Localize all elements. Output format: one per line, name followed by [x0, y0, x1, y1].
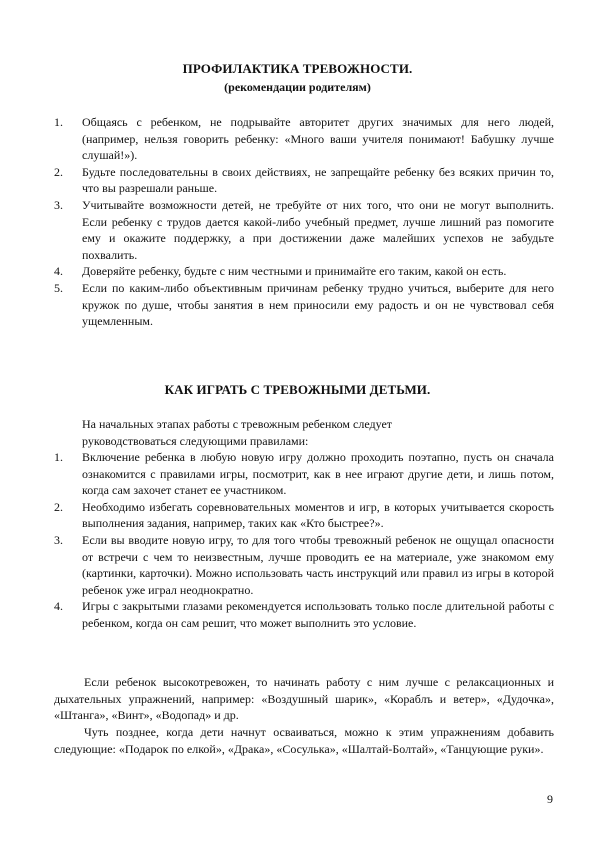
list-item: [54, 532, 554, 598]
list-item: [54, 280, 554, 330]
list-number: 2.: [54, 164, 63, 179]
list-text: Необходимо избегать соревновательных моментов и игр, в которых учитывается скорость выполнения задания, например, таких как «Кто быстрее?».: [82, 499, 554, 531]
list-number: 4.: [54, 599, 63, 614]
list-text: Учитывайте возможности детей, не требуйте от них того, что они не могут выполнить. Если ребенку с трудов дается какой-либо учебный предмет, лучше лишний раз помогите ему и окажите поддержку, а при достижении даже малейших успехов не забудьте похвалить.: [82, 197, 554, 262]
section1-list: [54, 114, 554, 330]
list-number: 4.: [54, 264, 63, 279]
list-item: [54, 114, 554, 164]
list-item: [54, 449, 554, 499]
list-text: Общаясь с ребенком, не подрывайте авторитет других значимых для него людей, (например, нельзя говорить ребенку: «Много ваши учителя понимают! Бабушку лучше слушай!»).: [82, 115, 554, 163]
paragraph: Если ребенок высокотревожен, то начинать работу с ним лучше с релаксационных и дыхательных упражнений, например: «Воздушный шарик», «Кораблъ и ветер», «Дудочка», «Штанга», «Винт», «Водопад» и др.: [54, 675, 554, 723]
list-item: [54, 263, 554, 280]
page-number: 9: [547, 792, 553, 806]
list-text: Если вы вводите новую игру, то для того чтобы тревожный ребенок не ощущал опасности от встречи с чем то неизвестным, лучше проводить ее на материале, уже знакомом ему (картинки, карточки). Можно использовать часть инструкций или правил из игры в которой ребенок уже играл неоднократно.: [82, 532, 554, 597]
list-number: 3.: [54, 532, 63, 547]
list-number: 1.: [54, 450, 63, 464]
list-number: 3.: [54, 197, 63, 212]
section2-intro: На начальных этапах работы с тревожным ребенком следует руководствоваться следующими правилами:: [82, 417, 393, 448]
list-text: Включение ребенка в любую новую игру должно проходить поэтапно, пусть он сначала ознакомится с правилами игры, посмотрит, как в нее играют другие дети, и лишь потом, когда сам захочет станет ее участником.: [82, 450, 554, 498]
list-text: Будьте последовательны в своих действиях, не запрещайте ребенку без всяких причин то, что вы разрешали раньше.: [82, 164, 554, 196]
section1-subtitle: (рекомендации родителям): [224, 80, 371, 94]
list-number: 2.: [54, 499, 63, 514]
list-text: Игры с закрытыми глазами рекомендуется использовать только после длительной работы с ребенком, когда он сам решит, что может выполнить это условие.: [82, 599, 554, 630]
list-text: Если по каким-либо объективным причинам ребенку трудно учиться, выберите для него кружок по душе, чтобы занятия в нем приносили ему радость и он не чувствовал себя ущемленным.: [82, 280, 554, 329]
section2-list: [54, 449, 554, 632]
list-item: [54, 598, 554, 631]
list-item: [54, 164, 554, 197]
list-item: [54, 197, 554, 263]
list-number: 5.: [54, 280, 63, 295]
section1-title: ПРОФИЛАКТИКА ТРЕВОЖНОСТИ.: [182, 61, 413, 76]
section2-title: КАК ИГРАТЬ С ТРЕВОЖНЫМИ ДЕТЬМИ.: [164, 382, 431, 397]
list-item: [54, 499, 554, 532]
paragraph: Чуть позднее, когда дети начнут осваиваться, можно к этим упражнениям добавить следующие: «Подарок по елкой», «Драка», «Сосулька», «Шалтай-Болтай», «Танцующие руки».: [54, 725, 554, 756]
list-text: Доверяйте ребенку, будьте с ним честными и принимайте его таким, какой он есть.: [82, 264, 507, 279]
list-number: 1.: [54, 115, 63, 129]
